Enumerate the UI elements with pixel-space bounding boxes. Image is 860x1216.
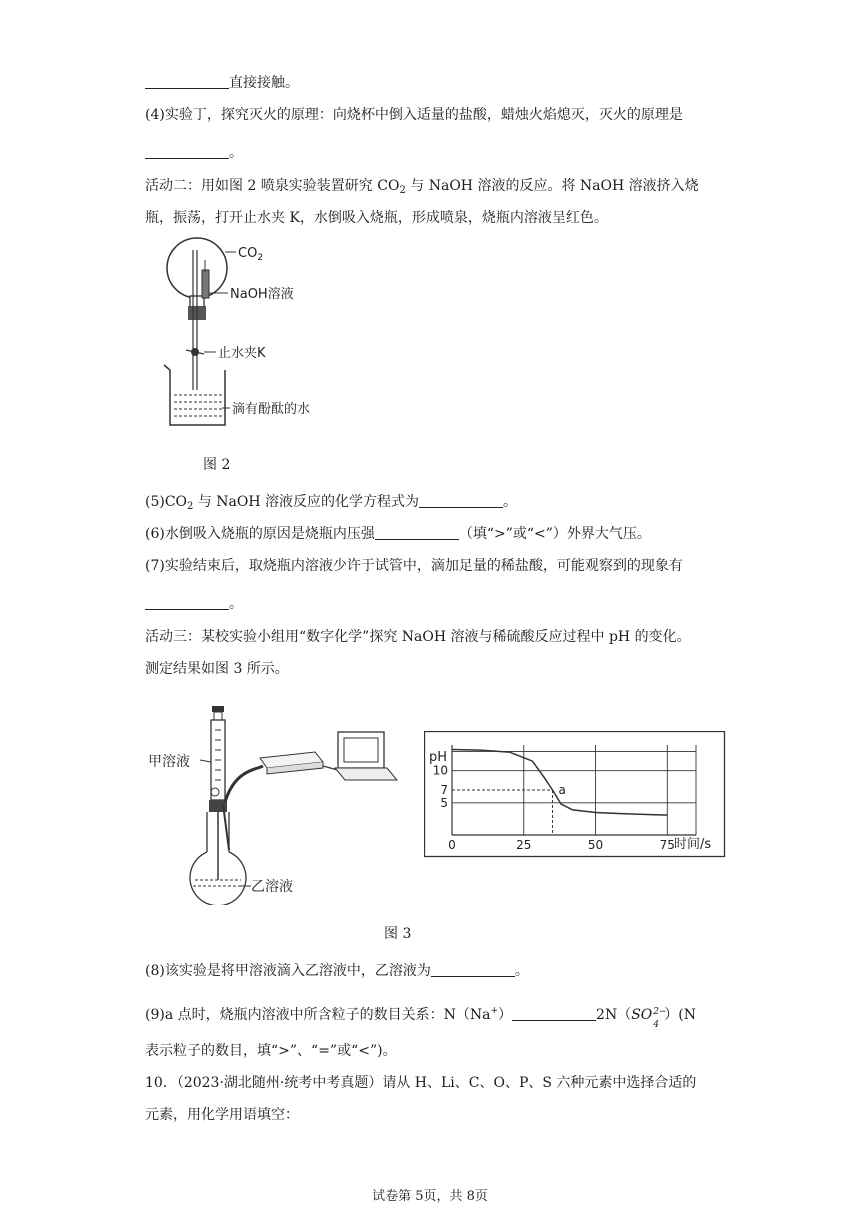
- line-12: (8)该实验是将甲溶液滴入乙溶液中，乙溶液为 。: [145, 963, 529, 979]
- line-8: (7)实验结束后，取烧瓶内溶液少许于试管中，滴加足量的稀盐酸，可能观察到的现象有: [145, 558, 683, 574]
- line-9: 。: [145, 594, 243, 614]
- page-footer: 试卷第 5页，共 8页: [372, 1189, 488, 1204]
- line-15: 10．（2023·湖北随州·统考中考真题）请从 H、Li、C、O、P、S 六种元素中选择合适的: [145, 1075, 697, 1091]
- sulfate-ion: SO 2− 4: [631, 1007, 667, 1030]
- line-1: 直接接触。: [145, 73, 299, 93]
- svg-text:CO2: [238, 246, 263, 263]
- figure-2-caption: 图 2: [203, 457, 231, 473]
- naoh-label: NaOH溶液: [230, 287, 294, 302]
- ph-curve-chart: [424, 731, 726, 858]
- clamp-label: 止水夹K: [218, 346, 266, 361]
- point-a-label: a: [558, 783, 566, 797]
- answer-blank[interactable]: [145, 74, 229, 89]
- line-13: (9)a 点时，烧瓶内溶液中所含粒子的数目关系：N（Na+） 2N（SO 2− 4 ）(N: [145, 1006, 696, 1030]
- line-16: 元素，用化学用语填空：: [145, 1107, 299, 1123]
- co2-label: CO: [238, 246, 258, 261]
- x-tick-label: 25: [516, 838, 532, 852]
- x-tick-label: 50: [587, 838, 604, 852]
- answer-blank[interactable]: [145, 595, 229, 610]
- figure-2-apparatus: [150, 230, 380, 440]
- yi-label: 乙溶液: [251, 879, 293, 895]
- y-axis-label: pH: [429, 750, 448, 765]
- y-tick-label: 10: [432, 763, 448, 778]
- answer-blank[interactable]: [375, 525, 459, 540]
- line-5: 瓶，振荡，打开止水夹 K，水倒吸入烧瓶，形成喷泉，烧瓶内溶液呈红色。: [145, 210, 608, 226]
- line-11: 测定结果如图 3 所示。: [145, 661, 289, 677]
- answer-blank[interactable]: [419, 493, 503, 508]
- co2-subscript: 2: [257, 253, 264, 263]
- answer-blank[interactable]: [145, 144, 229, 159]
- line-2: (4)实验丁，探究灭火的原理：向烧杯中倒入适量的盐酸，蜡烛火焰熄灭，灭火的原理是: [145, 107, 683, 123]
- figure-3-caption: 图 3: [384, 926, 412, 942]
- line-6: $(5)CO_2$ 与 NaOH 溶液反应的化学方程式为 。: [145, 494, 518, 512]
- line-7: (6)水倒吸入烧瓶的原因是烧瓶内压强 （填“>”或“<”）外界大气压。: [145, 526, 651, 542]
- x-tick-label: 0: [448, 838, 456, 852]
- figure-3-apparatus: [145, 700, 415, 905]
- jia-label: 甲溶液: [148, 754, 190, 770]
- y-tick-label: 5: [440, 795, 448, 810]
- y-tick-label: 7: [440, 783, 448, 797]
- answer-blank[interactable]: [431, 962, 515, 977]
- line-10: 活动三：某校实验小组用“数字化学”探究 NaOH 溶液与稀硫酸反应过程中 pH 的变化。: [145, 629, 691, 645]
- water-label: 滴有酚酞的水: [232, 402, 311, 417]
- answer-blank[interactable]: [512, 1006, 596, 1021]
- x-axis-label: 时间/s: [674, 837, 712, 852]
- line-4: 活动二：用如图 2 喷泉实验装置研究 $CO_2$ 与 NaOH 溶液的反应。将 NaOH 溶液挤入烧: [145, 178, 699, 196]
- line-14: 表示粒子的数目，填“>”、“=”或“<”)。: [145, 1043, 397, 1059]
- line-3: 。: [145, 143, 243, 163]
- x-tick-label: 75: [659, 838, 675, 852]
